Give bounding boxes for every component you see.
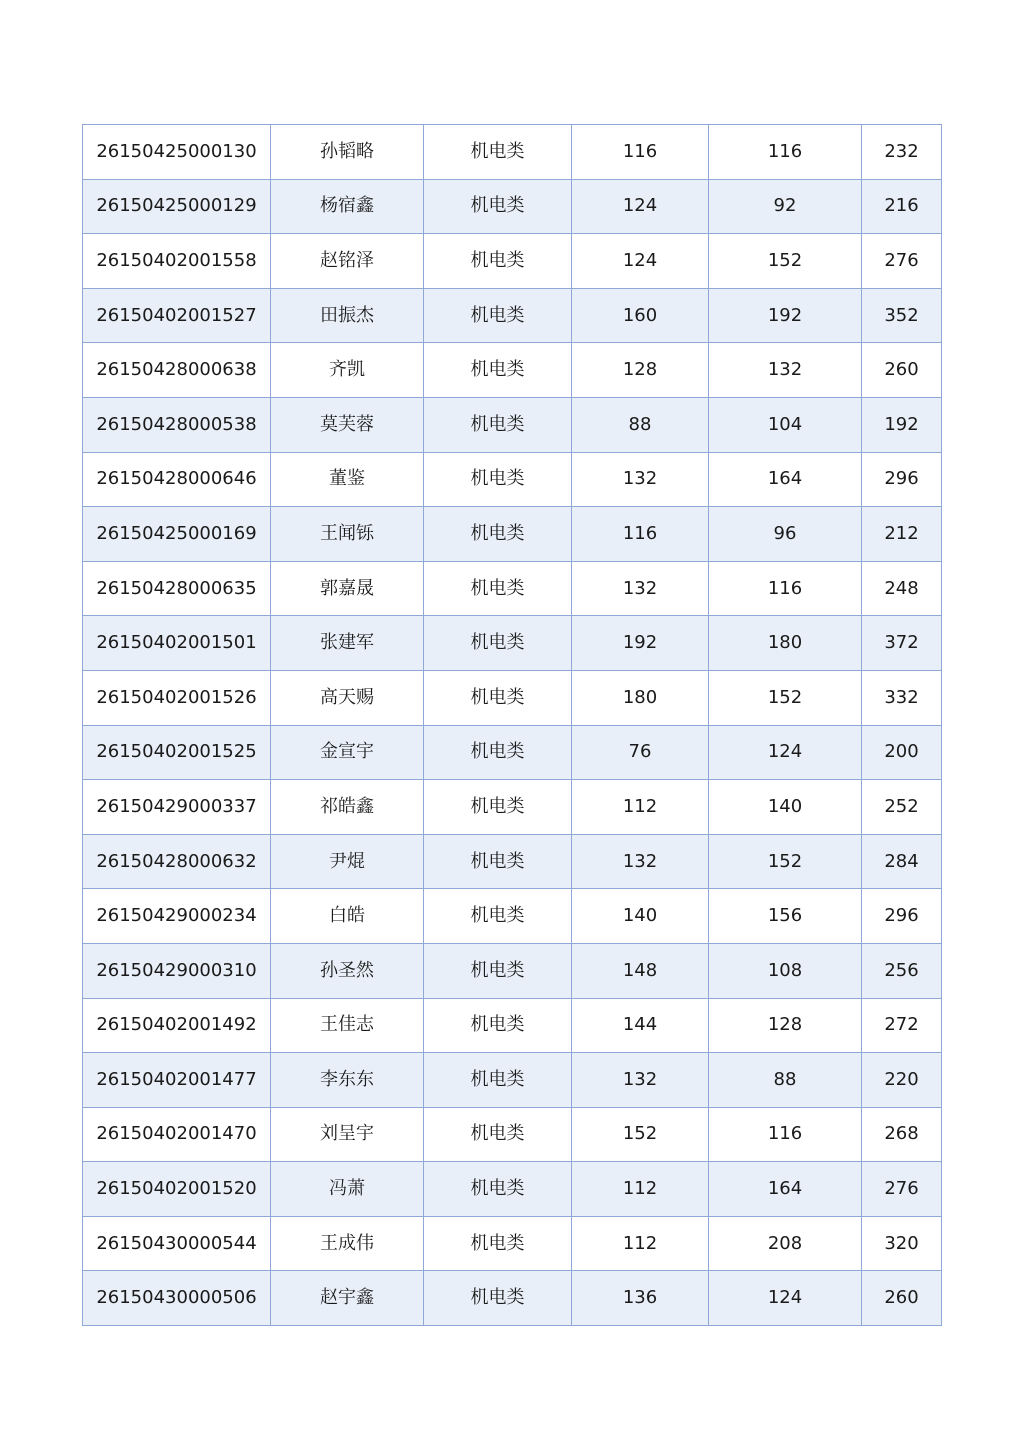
score1-cell: 128 bbox=[572, 343, 709, 398]
table-row bbox=[83, 670, 942, 725]
table-row bbox=[83, 234, 942, 289]
score1-cell: 132 bbox=[572, 452, 709, 507]
table-row bbox=[83, 343, 942, 398]
total-cell: 268 bbox=[862, 1107, 942, 1162]
exam-id-cell: 26150429000310 bbox=[83, 943, 271, 998]
name-cell: 李东东 bbox=[271, 1053, 424, 1108]
name-cell: 尹焜 bbox=[271, 834, 424, 889]
total-cell: 232 bbox=[862, 125, 942, 180]
category-cell: 机电类 bbox=[424, 998, 572, 1053]
category-cell: 机电类 bbox=[424, 1053, 572, 1108]
score1-cell: 124 bbox=[572, 234, 709, 289]
total-cell: 296 bbox=[862, 889, 942, 944]
name-cell: 郭嘉晟 bbox=[271, 561, 424, 616]
total-cell: 260 bbox=[862, 343, 942, 398]
name-cell: 金宣宇 bbox=[271, 725, 424, 780]
score2-cell: 164 bbox=[709, 1162, 862, 1217]
exam-id-cell: 26150402001525 bbox=[83, 725, 271, 780]
exam-id-cell: 26150425000129 bbox=[83, 179, 271, 234]
score2-cell: 124 bbox=[709, 1271, 862, 1326]
score2-cell: 208 bbox=[709, 1216, 862, 1271]
score1-cell: 152 bbox=[572, 1107, 709, 1162]
name-cell: 张建军 bbox=[271, 616, 424, 671]
score1-cell: 180 bbox=[572, 670, 709, 725]
name-cell: 赵宇鑫 bbox=[271, 1271, 424, 1326]
score1-cell: 116 bbox=[572, 125, 709, 180]
score2-cell: 156 bbox=[709, 889, 862, 944]
exam-id-cell: 26150428000635 bbox=[83, 561, 271, 616]
total-cell: 320 bbox=[862, 1216, 942, 1271]
category-cell: 机电类 bbox=[424, 1216, 572, 1271]
category-cell: 机电类 bbox=[424, 234, 572, 289]
total-cell: 276 bbox=[862, 234, 942, 289]
table-row bbox=[83, 1216, 942, 1271]
table-row bbox=[83, 725, 942, 780]
total-cell: 192 bbox=[862, 397, 942, 452]
category-cell: 机电类 bbox=[424, 1162, 572, 1217]
name-cell: 王闻铄 bbox=[271, 507, 424, 562]
table-row bbox=[83, 288, 942, 343]
score1-cell: 124 bbox=[572, 179, 709, 234]
total-cell: 256 bbox=[862, 943, 942, 998]
score1-cell: 132 bbox=[572, 1053, 709, 1108]
exam-id-cell: 26150429000234 bbox=[83, 889, 271, 944]
exam-id-cell: 26150402001492 bbox=[83, 998, 271, 1053]
table-row bbox=[83, 125, 942, 180]
table-row bbox=[83, 561, 942, 616]
name-cell: 白皓 bbox=[271, 889, 424, 944]
table-row bbox=[83, 834, 942, 889]
category-cell: 机电类 bbox=[424, 1107, 572, 1162]
score2-cell: 132 bbox=[709, 343, 862, 398]
score2-cell: 116 bbox=[709, 1107, 862, 1162]
score2-cell: 164 bbox=[709, 452, 862, 507]
total-cell: 200 bbox=[862, 725, 942, 780]
exam-id-cell: 26150428000638 bbox=[83, 343, 271, 398]
score1-cell: 112 bbox=[572, 1216, 709, 1271]
score-table bbox=[82, 124, 942, 1326]
score1-cell: 140 bbox=[572, 889, 709, 944]
exam-id-cell: 26150402001501 bbox=[83, 616, 271, 671]
score2-cell: 152 bbox=[709, 234, 862, 289]
category-cell: 机电类 bbox=[424, 1271, 572, 1326]
table-row bbox=[83, 1162, 942, 1217]
category-cell: 机电类 bbox=[424, 343, 572, 398]
name-cell: 杨宿鑫 bbox=[271, 179, 424, 234]
table-row bbox=[83, 397, 942, 452]
total-cell: 220 bbox=[862, 1053, 942, 1108]
table-row bbox=[83, 943, 942, 998]
table-row bbox=[83, 452, 942, 507]
total-cell: 372 bbox=[862, 616, 942, 671]
score1-cell: 116 bbox=[572, 507, 709, 562]
category-cell: 机电类 bbox=[424, 561, 572, 616]
total-cell: 276 bbox=[862, 1162, 942, 1217]
table-row bbox=[83, 179, 942, 234]
category-cell: 机电类 bbox=[424, 179, 572, 234]
exam-id-cell: 26150402001527 bbox=[83, 288, 271, 343]
exam-id-cell: 26150402001470 bbox=[83, 1107, 271, 1162]
name-cell: 齐凯 bbox=[271, 343, 424, 398]
total-cell: 352 bbox=[862, 288, 942, 343]
score2-cell: 124 bbox=[709, 725, 862, 780]
category-cell: 机电类 bbox=[424, 288, 572, 343]
score1-cell: 132 bbox=[572, 561, 709, 616]
category-cell: 机电类 bbox=[424, 834, 572, 889]
category-cell: 机电类 bbox=[424, 452, 572, 507]
score2-cell: 152 bbox=[709, 834, 862, 889]
category-cell: 机电类 bbox=[424, 670, 572, 725]
name-cell: 刘呈宇 bbox=[271, 1107, 424, 1162]
score1-cell: 144 bbox=[572, 998, 709, 1053]
exam-id-cell: 26150402001520 bbox=[83, 1162, 271, 1217]
score1-cell: 136 bbox=[572, 1271, 709, 1326]
score2-cell: 108 bbox=[709, 943, 862, 998]
exam-id-cell: 26150428000646 bbox=[83, 452, 271, 507]
category-cell: 机电类 bbox=[424, 125, 572, 180]
total-cell: 216 bbox=[862, 179, 942, 234]
score2-cell: 116 bbox=[709, 561, 862, 616]
score-table-container bbox=[82, 124, 941, 1326]
exam-id-cell: 26150402001477 bbox=[83, 1053, 271, 1108]
name-cell: 孙韬略 bbox=[271, 125, 424, 180]
exam-id-cell: 26150402001558 bbox=[83, 234, 271, 289]
name-cell: 冯萧 bbox=[271, 1162, 424, 1217]
score2-cell: 96 bbox=[709, 507, 862, 562]
name-cell: 孙圣然 bbox=[271, 943, 424, 998]
score1-cell: 148 bbox=[572, 943, 709, 998]
total-cell: 252 bbox=[862, 780, 942, 835]
score1-cell: 112 bbox=[572, 1162, 709, 1217]
score2-cell: 140 bbox=[709, 780, 862, 835]
category-cell: 机电类 bbox=[424, 725, 572, 780]
name-cell: 莫芙蓉 bbox=[271, 397, 424, 452]
name-cell: 祁皓鑫 bbox=[271, 780, 424, 835]
category-cell: 机电类 bbox=[424, 889, 572, 944]
category-cell: 机电类 bbox=[424, 507, 572, 562]
score2-cell: 116 bbox=[709, 125, 862, 180]
score2-cell: 128 bbox=[709, 998, 862, 1053]
name-cell: 王成伟 bbox=[271, 1216, 424, 1271]
exam-id-cell: 26150402001526 bbox=[83, 670, 271, 725]
exam-id-cell: 26150425000169 bbox=[83, 507, 271, 562]
score1-cell: 132 bbox=[572, 834, 709, 889]
table-row bbox=[83, 1271, 942, 1326]
score2-cell: 92 bbox=[709, 179, 862, 234]
score2-cell: 88 bbox=[709, 1053, 862, 1108]
table-row bbox=[83, 780, 942, 835]
score1-cell: 112 bbox=[572, 780, 709, 835]
score2-cell: 192 bbox=[709, 288, 862, 343]
name-cell: 王佳志 bbox=[271, 998, 424, 1053]
exam-id-cell: 26150425000130 bbox=[83, 125, 271, 180]
exam-id-cell: 26150428000538 bbox=[83, 397, 271, 452]
name-cell: 董鉴 bbox=[271, 452, 424, 507]
score1-cell: 88 bbox=[572, 397, 709, 452]
score1-cell: 76 bbox=[572, 725, 709, 780]
name-cell: 高天赐 bbox=[271, 670, 424, 725]
table-row bbox=[83, 998, 942, 1053]
score1-cell: 160 bbox=[572, 288, 709, 343]
exam-id-cell: 26150430000544 bbox=[83, 1216, 271, 1271]
total-cell: 248 bbox=[862, 561, 942, 616]
total-cell: 272 bbox=[862, 998, 942, 1053]
total-cell: 260 bbox=[862, 1271, 942, 1326]
category-cell: 机电类 bbox=[424, 943, 572, 998]
score2-cell: 180 bbox=[709, 616, 862, 671]
score1-cell: 192 bbox=[572, 616, 709, 671]
exam-id-cell: 26150428000632 bbox=[83, 834, 271, 889]
total-cell: 332 bbox=[862, 670, 942, 725]
name-cell: 赵铭泽 bbox=[271, 234, 424, 289]
score2-cell: 104 bbox=[709, 397, 862, 452]
category-cell: 机电类 bbox=[424, 780, 572, 835]
exam-id-cell: 26150429000337 bbox=[83, 780, 271, 835]
category-cell: 机电类 bbox=[424, 616, 572, 671]
table-row bbox=[83, 889, 942, 944]
score2-cell: 152 bbox=[709, 670, 862, 725]
exam-id-cell: 26150430000506 bbox=[83, 1271, 271, 1326]
total-cell: 284 bbox=[862, 834, 942, 889]
table-row bbox=[83, 1107, 942, 1162]
name-cell: 田振杰 bbox=[271, 288, 424, 343]
table-row bbox=[83, 1053, 942, 1108]
total-cell: 212 bbox=[862, 507, 942, 562]
table-row bbox=[83, 507, 942, 562]
category-cell: 机电类 bbox=[424, 397, 572, 452]
table-row bbox=[83, 616, 942, 671]
total-cell: 296 bbox=[862, 452, 942, 507]
